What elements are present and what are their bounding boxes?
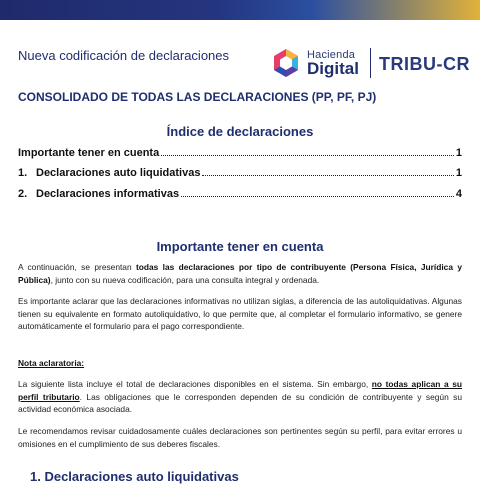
logo-text-digital: Digital xyxy=(307,59,359,78)
paragraph-informativas: Es importante aclarar que las declaraciones informativas no utilizan siglas, a diferencia de las autoliquidativas. Algunas tienen su equivalente en formato autoliquidativo, lo que permite que, al completar el formulario informativo, se genere automáticamente el formulario para el pago correspondiente. xyxy=(18,296,462,331)
toc-label: Declaraciones auto liquidativas xyxy=(36,167,201,179)
toc-label: Declaraciones informativas xyxy=(36,188,180,200)
document-header xyxy=(18,48,468,88)
hacienda-logo-icon xyxy=(271,48,301,78)
toc-page: 4 xyxy=(455,188,462,200)
document-title: Nueva codificación de declaraciones xyxy=(18,48,230,63)
logo-divider xyxy=(370,48,371,78)
toc-entry-autoliquidativas[interactable] xyxy=(18,167,462,179)
index-title: Índice de declaraciones xyxy=(166,124,314,139)
paragraph-text: . Las obligaciones que le corresponden dependen de su condición de contribuyente y según su actividad económica asociada. xyxy=(18,391,463,414)
paragraph-text: La siguiente lista incluye el total de declaraciones disponibles en el sistema. Sin embargo, xyxy=(18,379,372,389)
toc-leader xyxy=(181,196,454,197)
toc-entry-informativas[interactable] xyxy=(18,188,462,200)
paragraph-text: , junto con su nueva codificación, para una consulta integral y ordenada. xyxy=(50,274,320,285)
toc-label: Importante tener en cuenta xyxy=(18,147,160,159)
toc-leader xyxy=(161,155,454,156)
paragraph-note xyxy=(18,378,462,416)
note-label: Nota aclaratoria: xyxy=(18,358,85,368)
toc-page: 1 xyxy=(455,147,462,159)
paragraph-bold-text: todas las declaraciones por tipo de contribuyente (Persona Física, Jurídica y Pública) xyxy=(18,262,462,285)
toc-leader xyxy=(202,175,453,176)
toc-number: 2. xyxy=(18,188,28,200)
logo-text-hacienda: Hacienda xyxy=(307,49,356,61)
hacienda-digital-logo xyxy=(271,46,480,86)
logo-text-tribu-cr: TRIBU-CR xyxy=(379,54,470,74)
toc-number: 1. xyxy=(18,167,28,179)
section-heading-autoliquidativas: 1. Declaraciones auto liquidativas xyxy=(30,469,239,484)
paragraph-recommendation: Le recomendamos revisar cuidadosamente cuáles declaraciones son pertinentes según su perfil, para evitar errores u omisiones en el cumplimiento de sus deberes fiscales. xyxy=(18,426,462,449)
paragraph-underlined-text: no todas aplican a su perfil tributario xyxy=(18,379,463,402)
consolidado-title: CONSOLIDADO DE TODAS LAS DECLARACIONES (PP, PF, PJ) xyxy=(18,90,377,104)
section-title: Importante tener en cuenta xyxy=(156,239,324,254)
paragraph-text: A continuación, se presentan xyxy=(18,262,136,272)
paragraph-intro xyxy=(18,261,462,286)
toc-page: 1 xyxy=(455,167,462,179)
top-banner xyxy=(0,0,480,20)
toc-entry-importante[interactable] xyxy=(18,147,462,159)
